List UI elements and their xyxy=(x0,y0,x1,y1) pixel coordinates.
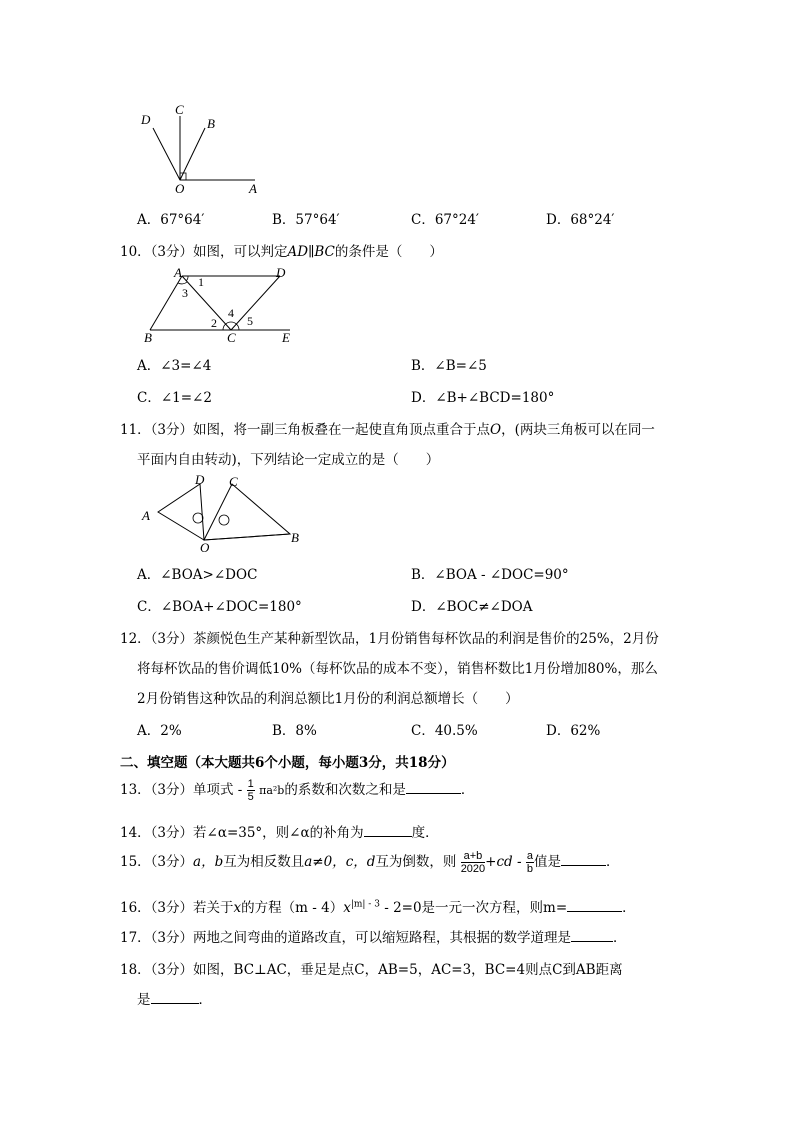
q10-option-a: A．∠3=∠4 xyxy=(137,358,212,374)
q9-label-C: C xyxy=(175,102,184,117)
q17: 17．（3分）两地之间弯曲的道路改直，可以缩短路程，其根据的数学道理是 ． xyxy=(120,926,627,946)
q14-blank xyxy=(364,822,412,837)
q9-option-b: B．57°64′ xyxy=(272,212,340,228)
q14: 14．（3分）若∠α=35°，则∠α的补角为 度． xyxy=(120,821,439,841)
q10-label-B: B xyxy=(144,330,152,345)
q11-stem-line2: 平面内自由转动)，下列结论一定成立的是（ ） xyxy=(137,452,440,468)
q11-label-C: C xyxy=(229,474,238,489)
q12-option-d: D．62% xyxy=(546,723,601,739)
q10-label-C: C xyxy=(227,330,236,345)
q9-figure xyxy=(135,100,275,196)
q16-blank xyxy=(567,897,622,912)
q11-label-D: D xyxy=(195,472,205,487)
q18-blank xyxy=(151,989,199,1004)
q15: 15．（3分）a，b互为相反数且a≠0，c，d互为倒数，则 $\frac{a+b}{2020}$ +cd - $\frac{a}{b}$ 值是 ． xyxy=(120,850,620,875)
q9-option-d: D．68°24′ xyxy=(546,212,615,228)
q9-label-D: D xyxy=(141,112,151,127)
q10-option-d: D．∠B+∠BCD=180° xyxy=(411,390,555,406)
q12-option-c: C．40.5% xyxy=(411,723,478,739)
q11-option-b: B．∠BOA - ∠DOC=90° xyxy=(411,567,569,583)
q13: 13．（3分）单项式 - $\frac{1}{5}$ πa²b的系数和次数之和是 ． xyxy=(120,778,475,803)
q10-num-3: 3 xyxy=(182,286,188,300)
q11-option-a: A．∠BOA>∠DOC xyxy=(137,567,258,583)
q9-label-A: A xyxy=(249,181,257,196)
q13-blank xyxy=(406,779,461,794)
q15-fraction-1: $\frac{a+b}{2020}$ xyxy=(460,850,486,875)
q12-option-a: A．2% xyxy=(137,723,182,739)
q16: 16．（3分）若关于x的方程$(m - 4)x^{|m| - 3} - 2=0$是一元一次方程，则m= ． xyxy=(120,896,636,916)
q11-figure xyxy=(140,472,310,555)
q10-stem: 10．（3分）如图，可以判定AD∥BC的条件是（ ） xyxy=(120,244,443,260)
q11-option-c: C．∠BOA+∠DOC=180° xyxy=(137,599,302,615)
q12-line2: 将每杯饮品的售价调低10%（每杯饮品的成本不变），销售杯数比1月份增加80%，那么 xyxy=(137,661,658,677)
q11-label-B: B xyxy=(291,530,299,545)
q15-fraction-2: $\frac{a}{b}$ xyxy=(526,850,533,875)
q10-num-5: 5 xyxy=(247,314,253,328)
q10-num-4: 4 xyxy=(228,306,234,320)
q12-line1: 12．（3分）茶颜悦色生产某种新型饮品，1月份销售每杯饮品的利润是售价的25%，2月份 xyxy=(120,631,659,647)
q13-fraction: $\frac{1}{5}$ xyxy=(247,778,254,803)
q12-line3: 2月份销售这种饮品的利润总额比1月份的利润总额增长（ ） xyxy=(137,691,519,707)
q10-num-2: 2 xyxy=(211,316,217,330)
q11-option-d: D．∠BOC≠∠DOA xyxy=(411,599,533,615)
q9-label-O: O xyxy=(175,181,185,196)
q12-option-b: B．8% xyxy=(272,723,317,739)
q10-figure xyxy=(140,262,310,345)
q10-num-1: 1 xyxy=(198,275,204,289)
q10-label-D: D xyxy=(276,265,286,280)
q17-blank xyxy=(571,927,613,942)
q18-line1: 18．（3分）如图，BC⊥AC，垂足是点C，AB=5，AC=3，BC=4则点C到AB距离 xyxy=(120,962,623,978)
section-2-heading: 二、填空题（本大题共6个小题，每小题3分，共18分） xyxy=(120,755,455,771)
q9-label-B: B xyxy=(207,116,215,131)
q10-label-E: E xyxy=(282,330,290,345)
q11-stem-line1: 11．（3分）如图，将一副三角板叠在一起使直角顶点重合于点O，(两块三角板可以在同一 xyxy=(120,422,655,438)
q9-option-a: A．67°64′ xyxy=(137,212,205,228)
q11-label-O: O xyxy=(200,540,210,555)
q10-option-b: B．∠B=∠5 xyxy=(411,358,487,374)
q10-label-A: A xyxy=(174,265,182,280)
q9-option-c: C．67°24′ xyxy=(411,212,480,228)
q10-option-c: C．∠1=∠2 xyxy=(137,390,212,406)
q15-blank xyxy=(561,851,606,866)
q18-line2: 是 ． xyxy=(137,988,212,1008)
q11-label-A: A xyxy=(142,508,150,523)
